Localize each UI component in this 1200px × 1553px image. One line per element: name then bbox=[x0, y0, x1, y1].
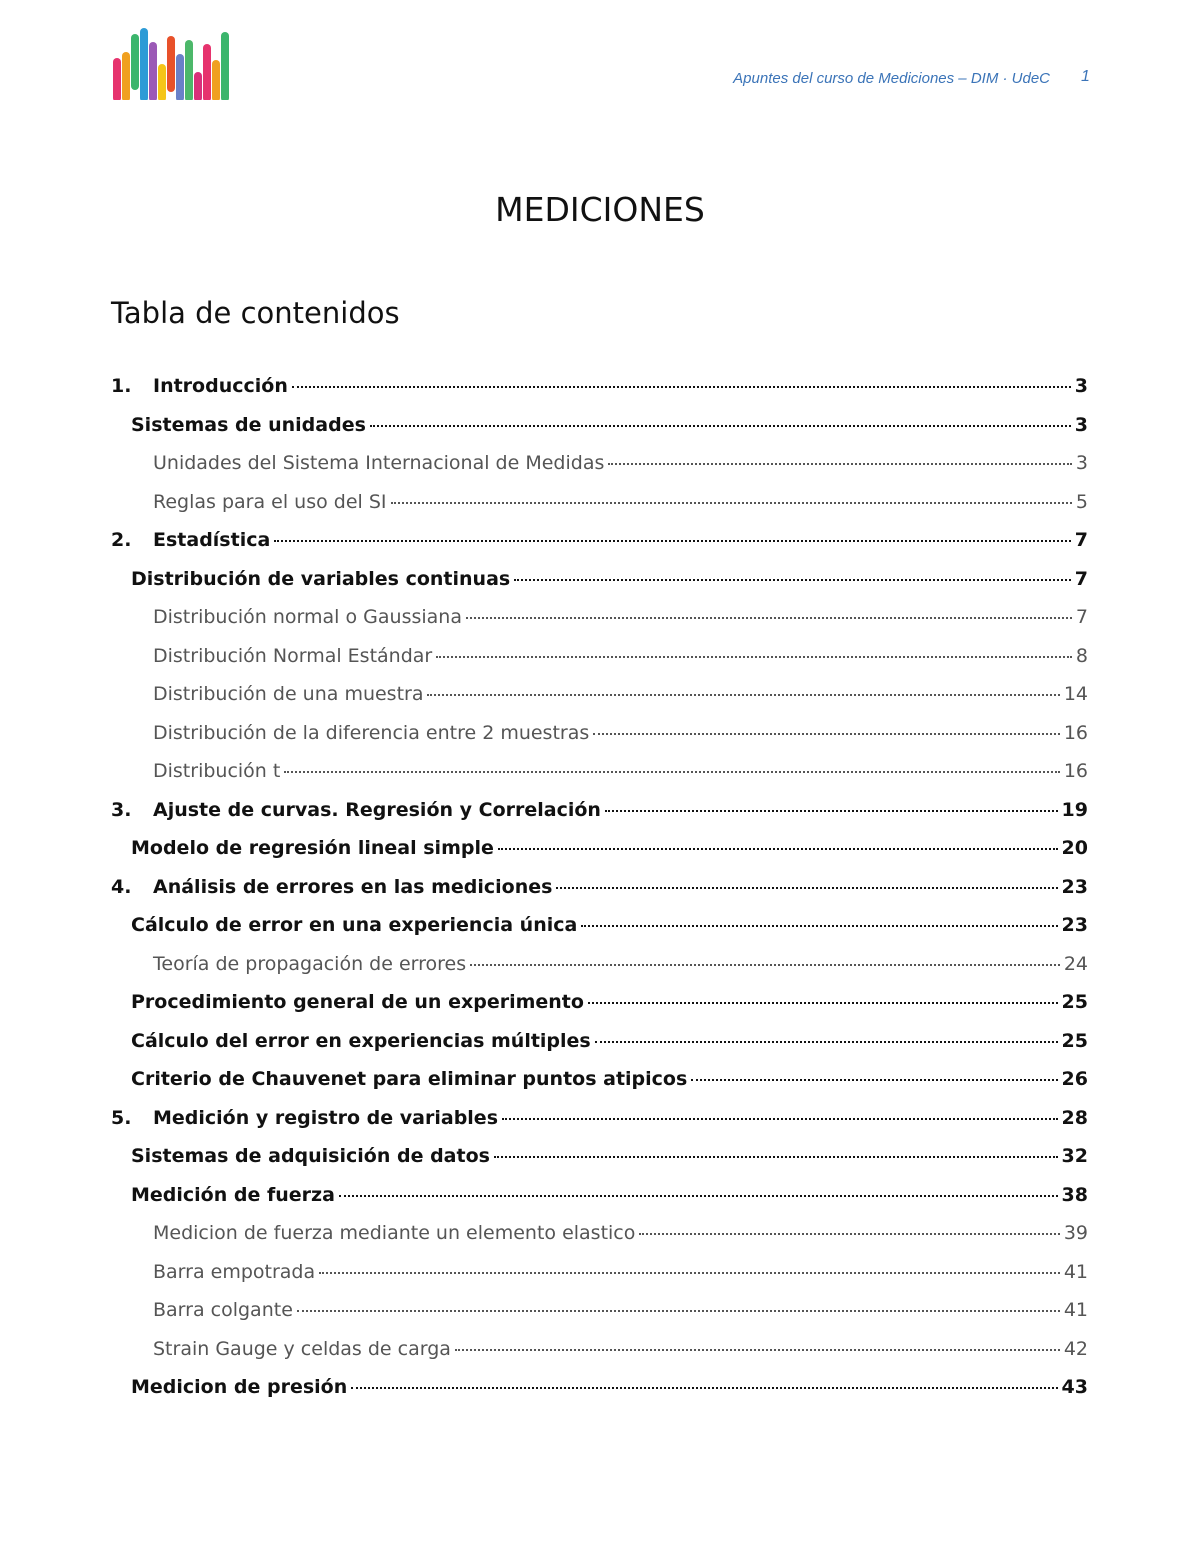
toc-entry-title: Procedimiento general de un experimento bbox=[131, 991, 584, 1013]
toc-entry-page: 23 bbox=[1061, 875, 1088, 898]
toc-entry-page: 32 bbox=[1061, 1145, 1088, 1167]
toc-entry-page: 42 bbox=[1063, 1337, 1088, 1360]
toc-entry[interactable] bbox=[111, 1261, 1088, 1300]
page-number: 1 bbox=[1081, 68, 1090, 85]
toc-entry[interactable] bbox=[111, 1376, 1088, 1415]
toc-entry-page: 23 bbox=[1061, 914, 1088, 936]
toc-entry[interactable] bbox=[111, 1299, 1088, 1338]
toc-entry-title: Distribución normal o Gaussiana bbox=[153, 606, 462, 628]
toc-entry[interactable] bbox=[111, 1184, 1088, 1223]
toc-entry[interactable] bbox=[111, 645, 1088, 684]
toc-dot-leader bbox=[514, 578, 1071, 581]
toc-entry-title: Cálculo del error en experiencias múltiples bbox=[131, 1029, 591, 1052]
toc-entry[interactable] bbox=[111, 991, 1088, 1030]
toc-entry[interactable] bbox=[111, 1338, 1088, 1377]
toc-entry-page: 5 bbox=[1075, 490, 1088, 513]
document-title: MEDICIONES bbox=[495, 190, 705, 230]
toc-entry-title: Distribución t bbox=[153, 760, 281, 782]
toc-entry-page: 16 bbox=[1063, 721, 1088, 744]
toc-dot-leader bbox=[351, 1386, 1057, 1389]
toc-entry[interactable] bbox=[111, 1107, 1088, 1146]
toc-dot-leader bbox=[284, 770, 1059, 773]
toc-entry[interactable] bbox=[111, 760, 1088, 799]
toc-dot-leader bbox=[455, 1348, 1060, 1351]
toc-dot-leader bbox=[391, 501, 1072, 504]
toc-entry-title: Sistemas de adquisición de datos bbox=[131, 1145, 490, 1167]
toc-entry-page: 43 bbox=[1061, 1376, 1088, 1398]
toc-entry-page: 16 bbox=[1063, 760, 1088, 782]
toc-dot-leader bbox=[595, 1040, 1058, 1043]
toc-entry[interactable] bbox=[111, 1222, 1088, 1261]
toc-dot-leader bbox=[292, 385, 1071, 388]
toc-entry[interactable] bbox=[111, 452, 1088, 491]
toc-entry-title: Reglas para el uso del SI bbox=[153, 490, 387, 513]
toc-entry[interactable] bbox=[111, 837, 1088, 876]
toc-entry[interactable] bbox=[111, 1145, 1088, 1184]
toc-dot-leader bbox=[608, 462, 1072, 465]
toc-entry-number: 1. bbox=[111, 375, 132, 397]
toc-dot-leader bbox=[494, 1155, 1058, 1158]
toc-dot-leader bbox=[593, 732, 1060, 735]
toc-entry-page: 3 bbox=[1074, 413, 1088, 436]
toc-dot-leader bbox=[691, 1078, 1057, 1081]
toc-entry-title: Medición de fuerza bbox=[131, 1183, 335, 1206]
toc-entry-title: Ajuste de curvas. Regresión y Correlación bbox=[153, 798, 601, 821]
toc-entry-number: 3. bbox=[111, 798, 132, 821]
toc-dot-leader bbox=[470, 963, 1060, 966]
toc-dot-leader bbox=[588, 1001, 1058, 1004]
toc-entry-page: 28 bbox=[1061, 1106, 1088, 1129]
toc-dot-leader bbox=[319, 1271, 1060, 1274]
toc-entry-page: 24 bbox=[1063, 952, 1088, 975]
toc-entry-title: Teoría de propagación de errores bbox=[153, 952, 467, 975]
toc-dot-leader bbox=[274, 539, 1070, 542]
toc-entry[interactable] bbox=[111, 1068, 1088, 1107]
running-header: Apuntes del curso de Mediciones – DIM · UdeC bbox=[733, 70, 1050, 87]
toc-dot-leader bbox=[370, 424, 1071, 427]
toc-entry-title: Barra empotrada bbox=[153, 1260, 316, 1283]
toc-entry-title: Medicion de presión bbox=[131, 1376, 348, 1398]
toc-entry-title: Distribución de una muestra bbox=[153, 683, 424, 705]
toc-entry-title: Barra colgante bbox=[153, 1299, 293, 1321]
toc-entry[interactable] bbox=[111, 953, 1088, 992]
toc-entry-title: Criterio de Chauvenet para eliminar puntos atipicos bbox=[131, 1068, 688, 1090]
toc-entry-page: 7 bbox=[1075, 606, 1088, 628]
toc-entry[interactable] bbox=[111, 683, 1088, 722]
toc-dot-leader bbox=[639, 1232, 1059, 1235]
toc-entry-title: Medición y registro de variables bbox=[153, 1106, 498, 1129]
toc-dot-leader bbox=[297, 1309, 1060, 1312]
toc-entry-title: Cálculo de error en una experiencia única bbox=[131, 914, 578, 936]
toc-entry[interactable] bbox=[111, 529, 1088, 568]
toc-entry-number: 2. bbox=[111, 529, 132, 551]
toc-entry[interactable] bbox=[111, 722, 1088, 761]
toc-entry-page: 19 bbox=[1061, 798, 1088, 821]
toc-entry-page: 38 bbox=[1061, 1183, 1088, 1206]
toc-entry-title: Introducción bbox=[153, 375, 288, 397]
toc-entry-page: 41 bbox=[1063, 1260, 1088, 1283]
toc-entry-page: 3 bbox=[1075, 452, 1088, 474]
toc-entry[interactable] bbox=[111, 799, 1088, 838]
toc-entry-page: 39 bbox=[1063, 1222, 1088, 1244]
toc-entry[interactable] bbox=[111, 606, 1088, 645]
toc-entry[interactable] bbox=[111, 414, 1088, 453]
toc-entry-title: Distribución de la diferencia entre 2 muestras bbox=[153, 721, 590, 744]
toc-entry-title: Análisis de errores en las mediciones bbox=[153, 875, 553, 898]
toc-entry-page: 8 bbox=[1075, 644, 1088, 667]
toc-entry-title: Distribución de variables continuas bbox=[131, 567, 511, 590]
toc-dot-leader bbox=[605, 809, 1058, 812]
toc-heading: Tabla de contenidos bbox=[111, 296, 400, 330]
toc-dot-leader bbox=[556, 886, 1057, 889]
toc-entry-title: Distribución Normal Estándar bbox=[153, 644, 433, 667]
toc-entry[interactable] bbox=[111, 375, 1088, 414]
toc-dot-leader bbox=[427, 693, 1059, 696]
toc-entry-number: 5. bbox=[111, 1106, 132, 1129]
toc-dot-leader bbox=[466, 616, 1072, 619]
toc-entry-title: Sistemas de unidades bbox=[131, 413, 366, 436]
toc-entry-title: Medicion de fuerza mediante un elemento elastico bbox=[153, 1222, 636, 1244]
toc-entry[interactable] bbox=[111, 914, 1088, 953]
toc-entry[interactable] bbox=[111, 1030, 1088, 1069]
toc-dot-leader bbox=[436, 655, 1072, 658]
toc-entry-page: 20 bbox=[1061, 837, 1088, 859]
toc-entry-title: Strain Gauge y celdas de carga bbox=[153, 1337, 451, 1360]
toc-entry-number: 4. bbox=[111, 875, 132, 898]
toc-entry-page: 3 bbox=[1074, 375, 1088, 397]
toc-dot-leader bbox=[581, 924, 1057, 927]
toc-dot-leader bbox=[498, 847, 1058, 850]
toc-entry-page: 25 bbox=[1061, 991, 1088, 1013]
toc-entry[interactable] bbox=[111, 491, 1088, 530]
toc-dot-leader bbox=[339, 1194, 1058, 1197]
toc-entry-page: 25 bbox=[1061, 1029, 1088, 1052]
toc-entry-title: Unidades del Sistema Internacional de Medidas bbox=[153, 452, 605, 474]
toc-entry-page: 7 bbox=[1074, 529, 1088, 551]
toc-entry-page: 7 bbox=[1074, 567, 1088, 590]
toc-entry-page: 14 bbox=[1063, 683, 1088, 705]
toc-entry-title: Modelo de regresión lineal simple bbox=[131, 837, 494, 859]
toc-entry[interactable] bbox=[111, 876, 1088, 915]
toc-entry-title: Estadística bbox=[153, 529, 271, 551]
udec-logo bbox=[113, 28, 235, 100]
toc-entry-page: 26 bbox=[1061, 1068, 1088, 1090]
table-of-contents bbox=[111, 375, 1088, 1415]
toc-entry[interactable] bbox=[111, 568, 1088, 607]
toc-dot-leader bbox=[502, 1117, 1058, 1120]
toc-entry-page: 41 bbox=[1063, 1299, 1088, 1321]
